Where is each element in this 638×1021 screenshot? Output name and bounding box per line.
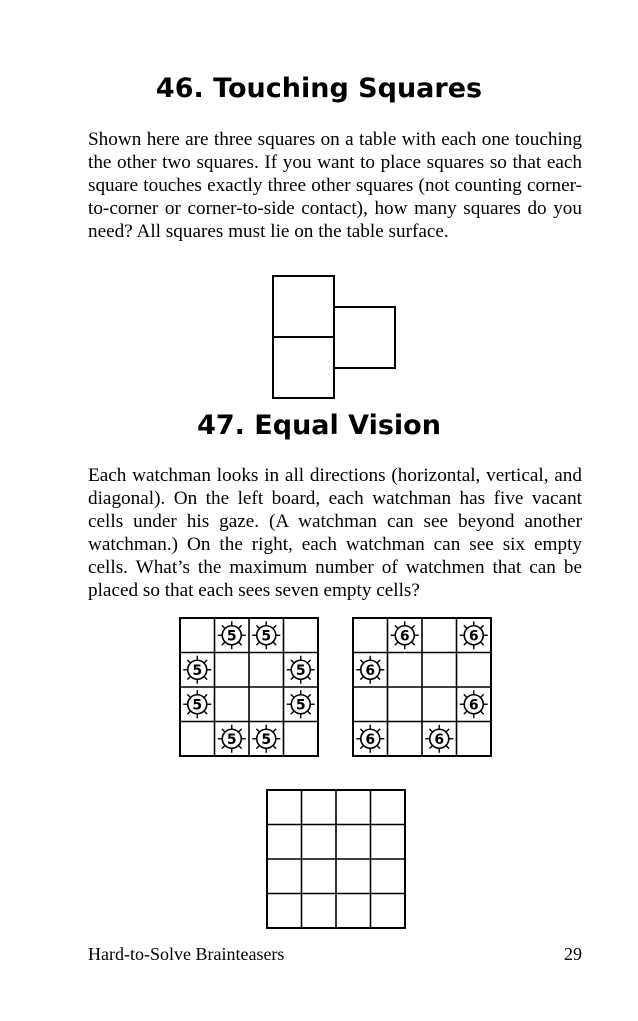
watchman-number: 5: [226, 628, 237, 645]
watchman-icon: [287, 690, 315, 718]
watchman-icon: [460, 690, 488, 718]
empty-board: [267, 790, 405, 928]
square-top: [273, 276, 334, 337]
watchman-icon: [391, 621, 419, 649]
watchman-icon: [218, 621, 246, 649]
puzzle-47-title: 47. Equal Vision: [197, 410, 441, 441]
watchman-icon: [460, 621, 488, 649]
watchman-number: 6: [365, 662, 376, 679]
puzzle-46-title: 46. Touching Squares: [155, 73, 483, 104]
watchman-icon: [356, 725, 384, 753]
watchman-number: 6: [468, 628, 479, 645]
watchman-number: 6: [434, 731, 445, 748]
watchman-icon: [252, 621, 280, 649]
footer-page-number: 29: [564, 944, 582, 964]
watchman-number: 5: [192, 662, 203, 679]
footer-book-title: Hard-to-Solve Brainteasers: [88, 944, 285, 964]
watchman-number: 6: [468, 697, 479, 714]
left-watchman-board: [180, 618, 318, 756]
watchman-icon: [252, 725, 280, 753]
puzzle-46-text: Shown here are three squares on a table with each one touching the other two squares. If you want to place squares so that each square touches exactly three other squares (not counting corner-to-corner or corner-to-side contact), how many squares do you need? All squares must lie on the table surface.: [88, 129, 582, 242]
watchman-number: 5: [261, 628, 272, 645]
watchman-number: 6: [399, 628, 410, 645]
watchman-number: 6: [365, 731, 376, 748]
watchman-number: 5: [295, 697, 306, 714]
puzzle-47-text: Each watchman looks in all directions (horizontal, vertical, and diagonal). On the left board, each watchman has five vacant cells under his gaze. (A watchman can see beyond another watchman.) On the right, each watchman can see six empty cells. What’s the maximum number of watchmen that can be placed so that each sees seven empty cells?: [88, 465, 582, 601]
square-bottom: [273, 337, 334, 398]
watchman-number: 5: [261, 731, 272, 748]
watchman-icon: [356, 656, 384, 684]
right-watchman-board: [353, 618, 491, 756]
watchman-icon: [425, 725, 453, 753]
watchman-number: 5: [295, 662, 306, 679]
watchman-icon: [287, 656, 315, 684]
watchman-icon: [218, 725, 246, 753]
watchman-number: 5: [226, 731, 237, 748]
watchman-number: 5: [192, 697, 203, 714]
square-right: [334, 307, 395, 368]
watchman-icon: [183, 656, 211, 684]
watchman-icon: [183, 690, 211, 718]
